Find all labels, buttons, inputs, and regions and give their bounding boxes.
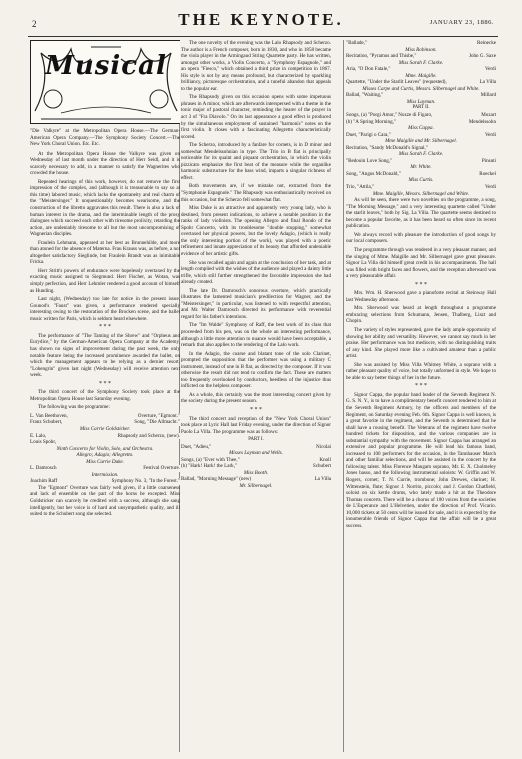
article-paragraph: Repeated hearings of this work, however, do not remove the first impression of the complex, and (although it is treasonable to say so at this time) labored music, which lacks the spontaneity and real charm of the "Meistersinger." It unquestionably becomes wearisome, and the construction of the libretto aggravates this result. There is also a lack of human interest in the drama, and the interminable length of the prosy dialogues which succeed each other with tiresome prolixity, retarding the action, are undeniably tiresome to all but the most uncompromising of Wagnerian disciples.	[30, 178, 180, 238]
page-number: 2	[32, 19, 37, 29]
programme-performer: Miss Sarah F. Clarke.	[398, 151, 444, 158]
programme-performer: Mme. Maigille.	[405, 72, 437, 79]
programme-performer: Ninth Concerto for Violin, Solo, and Orchestra.	[56, 445, 154, 452]
programme-item-title: Trio, "Attila,"	[346, 184, 375, 191]
programme-item	[346, 158, 496, 165]
article-paragraph: The programme through was rendered in a very pleasant manner, and the singing of Mme. Maigille and Mr. Silbernagel gave great pleasure. Signor La Villa did himself great credit in his accompaniments. The hall was filled with bright faces and flowers, and the reception afterward was a very pleasurable affair.	[346, 246, 496, 280]
musical-banner-illustration	[30, 40, 180, 124]
programme-item-title: Songs, (a) "Ever with Thee,"	[181, 456, 240, 463]
programme-list	[30, 413, 180, 485]
programme-item-title: Recitation, "Sandy McDonald's Signal,"	[346, 144, 428, 151]
programme-item-title: L. Van Beethoven,	[30, 412, 68, 419]
programme-list	[181, 444, 331, 490]
programme-item-title: Songs, (a) "Porgi Amor," Nozze di Figaro,	[346, 112, 433, 119]
programme-performer: Mme. Maigille, Messrs. Silbernagel and White.	[372, 190, 470, 197]
column-2	[181, 40, 331, 752]
programme-performer: Miss Sarah F. Clarke.	[398, 59, 444, 66]
programme-item-title: L. Damrosch	[30, 465, 57, 472]
programme-item-composer: Nicolai	[316, 443, 331, 450]
programme-performer: Allegro; Adagio; Allegretto.	[76, 452, 134, 459]
programme-item	[181, 476, 331, 483]
programme-performer: Miss Currie Duke.	[86, 458, 124, 465]
article-paragraph: Signor Cappa, the popular band leader of the Seventh Regiment N. G. S. N. Y., is to have a complimentary benefit concert tendered to him at the Seventh Regiment Armory, by the officers and members of the Regiment, on Saturday evening Feb. 6th. Signor Cappa is well known, is a great favorite in the regiment, and the Seventh is determined that he shall have a rousing benefit. The Veterans of the regiment have twelve hundred tickets for disposition, and the various companies are in substantial sympathy with the movement. Signor Cappa has arranged an extensive and popular programme. He will lead his famous band, increased to 100 performers for the occasion, in the Tannhauser March and other familiar selections, and will be assisted in the concert by the following talent. Miss Florence Mangam soprano, Mr. E. X. Cholmeley Jones basso, and the following instrumental soloists: W. Griffin and W. Rogers, cornet; T. N. Currie, trombone; John Drewes, clarinet; H. Wittenstein, flute; Signor J. Norrito, piccolo; and J. Gordon Chatfield, soloist on six kettle drums, who lately made a hit at the Theodore Thomas concerts. There will be a chorus of 100 voices from the societies de L'Esperance and L'Helvetien, under the direction of Prof. Vicario. 10,000 tickets at 50 cents will be issued for sale, and it is expected by the innumerable friends of Signor Cappa that the affair will be a great success.	[346, 391, 496, 529]
programme-item-composer: Verdi	[484, 184, 496, 191]
programme-item-composer: John G. Saxe	[468, 53, 496, 60]
programme-item	[30, 465, 180, 472]
article-paragraph: Miss Duke is an attractive and apparently very young lady, who is destined, from present indications, to achieve a notable position in the ranks of lady violinists. The opening Allegro and final Rondo of the Spohr Concerto, with its troublesome "double stopping," somewhat overtaxed her physical powers, but the lovely Adagio, (which is really the only interesting portion of the work), was played with a poetic refinement and innate appreciation of its beauty that afforded undeniable evidence of her artistic gifts.	[181, 205, 331, 257]
programme-performer: Miss Curtis.	[408, 177, 434, 184]
programme-item-composer: Mozart	[481, 112, 496, 119]
column-3	[346, 40, 496, 752]
programme-performer: Misses Layman and Wells.	[229, 450, 283, 457]
article-paragraph: Mrs. Wm. H. Sherwood gave a pianoforte recital at Steinway Hall last Wednesday afternoon.	[346, 290, 496, 303]
programme-item-title: Recitation, "Pyramus and Thisbe,"	[346, 53, 417, 60]
article-paragraph: The "Im Walde" Symphony of Raff, the best work of its class that proceeded from his pen, was on the whole an interesting performance, although a little more attention to nuance would have been acceptable, a remark that also applies to the rendering of the Lalo work.	[181, 322, 331, 349]
programme-performer: Misses Carpe and Curtis, Messrs. Silbernagel and White.	[362, 85, 480, 92]
article-paragraph: Herr Stritt's powers of endurance were hopelessly overtaxed by the exacting music assigned to Siegmund. Herr Fischer, as Wotan, was simply perfection, and Herr Lehmler rendered a good account of himself as Hunding.	[30, 267, 180, 294]
programme-item	[346, 132, 496, 139]
programme-list	[346, 40, 496, 197]
section-headline: "Die Valkyre" at the Metropolitan Opera House.—The German-American Opera Company.—The Symphony Society Concert.—The New York Choral Union. Etc. Etc.	[30, 128, 180, 148]
article-paragraph: The variety of styles represented, gave the lady ample opportunity of showing her ability and versatility. However, we cannot say much in her praise. Her performance was but mediocre, with no distinguishing traits of any kind. She played more like a cultivated amateur than a public artist.	[346, 326, 496, 360]
article-paragraph: The late Dr. Damrosch's sonorous overture, which practically illustrates the lamented musician's predilection for Wagner, and the "Meistersinger," in particular, was listened to with respectful attention, and Mr. Walter Damrosch directed its performance with reverential regard for his father's intentions.	[181, 287, 331, 320]
programme-performer: Mr. Silbernagel.	[239, 483, 273, 489]
article-paragraph: Last night, (Wednesday) too late for notice in the present issue, Gounod's "Faust" was given, a performance rendered specially interesting owing to the restoration of the Brocken scene, and the ballet music written for Paris, which is seldom heard elsewhere.	[30, 296, 180, 322]
programme-item-title: Joachim Raff	[30, 478, 58, 485]
programme-performer: Miss Robinson.	[405, 46, 437, 53]
page-header	[0, 10, 522, 36]
section-separator: * * *	[250, 406, 262, 413]
programme-item-composer: La Villa	[314, 476, 331, 483]
programme-item-title: Aria, "O Don Fatale,"	[346, 66, 391, 73]
programme-item-composer: Knoll	[319, 456, 331, 463]
article-paragraph: The Rhapsody given on this occasion opens with some impetuous phrases in A minor, which are afterwards interspersed with a theme in the tonic major of pastoral character, reminding the hearer of the prayer in act 3 of "Fra Diavolo." On its last appearance a good effect is produced by the simultaneous employment of sustained "harmonic" notes on the first violin. It closes with a fascinating Allegretto characteristically scored.	[181, 94, 331, 140]
article-paragraph: Mrs. Sherwood was heard at length throughout a programme embracing selections from Schumann, Jensen, Thalberg, Liszt and Chopin.	[346, 305, 496, 325]
programme-item	[346, 79, 496, 86]
programme-item-composer: Millard	[480, 92, 496, 99]
programme-part-heading: PART II.	[412, 105, 430, 111]
programme-item	[346, 40, 496, 47]
programme-item-composer: Song, "Die Allmacht."	[134, 419, 180, 426]
article-paragraph: The one novelty of the evening was the Lalo Rhapsody and Scherzo. The author is a French composer, born in 1830, and who in 1858 became the viola player in the Armingaud String Quartette party. He has written, amongst other works, a Violin Concerto, a "Symphony Espagnole," and an opera "Fiesco," which obtained a third prize in competition in 1867. His style is not by any means profound, but characterized by sparkling brilliancy, picturesque orchestration, and a tuneful abandon that appeals to the popular ear.	[181, 40, 331, 92]
programme-item-title: Quartette, "Under the Starlit Leaves" (requested),	[346, 79, 447, 86]
programme-item-title: E. Lalo,	[30, 432, 47, 439]
article-paragraph: As a whole, this certainly was the most interesting concert given by the society during the present season.	[181, 391, 331, 405]
programme-item-title: Duet, "Adieu,"	[181, 443, 212, 450]
programme-item	[346, 66, 496, 73]
masthead-title: THE KEYNOTE.	[178, 10, 344, 29]
article-paragraph: The third concert of the Symphony Society took place at the Metropolitan Opera House last Saturday evening.	[30, 389, 180, 402]
section-separator: * * *	[415, 281, 427, 288]
programme-performer: Mme Maigille and Mr. Silbernagel.	[385, 138, 457, 145]
programme-item-title: Franz Schubert,	[30, 419, 63, 426]
programme-item-composer: Festival Overture.	[143, 465, 180, 472]
article-paragraph: The "Egmont" Overture was fairly well given, if a little coarseness and lack of ensemble on the part of the horns be excepted. Miss Goldsticker can scarcely be credited with a success, although she sang intelligently, but her voice is of hard and unsympathetic quality, and ill suited to the Schubert song she selected.	[30, 484, 180, 518]
section-separator: * * *	[99, 324, 111, 331]
programme-performer: Miss Carrie Goldsticker.	[79, 425, 131, 432]
programme-performer: Intermission.	[91, 471, 119, 478]
banner-title: Musical	[45, 51, 167, 81]
programme-item-title: Duet, "Parigi o Cara,"	[346, 131, 391, 138]
article-paragraph: She was assisted by Miss Villa Whitney White, a soprano with a rather pleasant quality of voice, but totally unformed in style. We hope to be able to say better things of her in the future.	[346, 361, 496, 381]
programme-item	[181, 444, 331, 451]
section-separator: * * *	[99, 380, 111, 387]
programme-item-title: Song, "Angus McDonald,"	[346, 170, 401, 177]
programme-item-title: (b) "Hark! Hark! the Lark,"	[181, 463, 238, 470]
programme-item-title: "Ballade,"	[346, 40, 367, 46]
programme-item-composer: Reinecke	[477, 40, 496, 46]
programme-item-composer: Verdi	[484, 131, 496, 138]
programme-performer: Miss Booth.	[243, 469, 269, 476]
programme-item-composer: Rhapsody and Scherzo, (new).	[117, 432, 180, 439]
programme-item	[346, 145, 496, 152]
programme-item	[30, 478, 180, 485]
programme-item	[346, 53, 496, 60]
article-paragraph: We always record with pleasure the introduction of good songs by our local composers.	[346, 231, 496, 245]
article-paragraph: She was recalled again and again at the conclusion of her task, and at length complied with the wishes of the audience and played a dainty little trifle, which still further strengthened the favorable impression she had already created.	[181, 259, 331, 286]
article-paragraph: As will be seen, there were two novelties on the programme, a song, "The Morning Message," and a very interesting quartette called "Under the starlit leaves," both by Sig. La Villa. The quartette seems destined to become a popular favorite, as it has been heard so often since its recent publication.	[346, 197, 496, 230]
programme-item	[346, 119, 496, 126]
article-paragraph: The Scherzo, introduced by a fanfare for cornets, is in D minor and somewhat Mendelssohnian in type. The Trio in B flat is principally noticeable for its quaint and piquant orchestration, in which the violin pizzicato emphasize the first beat of the measure while the organlike harmonic substructure for the bass wind, imparts a singular richness of effect.	[181, 142, 331, 181]
column-divider	[343, 40, 344, 752]
issue-date: JANUARY 23, 1886.	[429, 19, 494, 26]
programme-item-composer: Overture, "Egmont."	[137, 412, 180, 419]
programme-item-title: (b) "A Spring Morning,"	[346, 118, 397, 125]
article-paragraph: The third concert and reception of the "New York Choral Union" took place at Lyric Hall last Friday evening, under the direction of Signor Paolo La Villa. The programme was as follows:	[181, 415, 331, 435]
programme-item-title: Louis Spohr,	[30, 439, 57, 446]
programme-item	[346, 92, 496, 99]
programme-item-composer: Symphony No. 3, "In the Forest."	[111, 478, 180, 485]
programme-item-composer: Verdi	[484, 66, 496, 73]
programme-item-composer: La Villa	[479, 79, 496, 86]
article-paragraph: The performance of "The Taming of the Shrew" and "Orpheus and Eurydice," by the German-American Opera Company at the Academy, has shown no signs of improvement during the past week, the only notable feature being the increased prominence awarded the ballet, on which the management appears to be relying as a dernier resort. "Lohengrin" given last night (Wednesday) will receive attention next week.	[30, 332, 180, 379]
column-1	[30, 40, 180, 752]
programme-item	[30, 439, 180, 446]
programme-item	[30, 419, 180, 426]
programme-item-title: Ballad, "Waiting,"	[346, 92, 384, 99]
programme-performer: Miss Layman.	[406, 98, 436, 105]
programme-item	[346, 171, 496, 178]
section-separator: * * *	[415, 383, 427, 390]
programme-item-composer: Schubert	[312, 463, 331, 470]
programme-performer: Miss Cappa.	[408, 125, 434, 132]
programme-item-title: "Bedouin Love Song,"	[346, 157, 393, 164]
article-paragraph: At the Metropolitan Opera House the Valkyre was given on Wednesday of last month under the direction of Herr Seidl, and it is scarcely necessary to add, in a manner to satisfy the Wagnerites who crowded the house.	[30, 150, 180, 177]
header-rule	[28, 36, 498, 37]
article-paragraph: The following was the programme:	[38, 404, 110, 411]
programme-part-heading: PART I.	[248, 437, 264, 443]
programme-item-title: Ballad, "Morning Message" (new)	[181, 476, 252, 483]
programme-item	[181, 463, 331, 470]
programme-item-composer: Roeckel	[479, 170, 496, 177]
programme-item-composer: Mendelssohn	[468, 118, 496, 125]
programme-item	[346, 184, 496, 191]
article-paragraph: Fraulein Lehmann, appeared at her best as Brunnehilde, and more than atoned for the absence of Materna. Frau Krauss was, as before, a not altogether satisfactory Sieglinde, but Fraulein Brandt was as inimitable Fricka.	[30, 239, 180, 266]
programme-performer: Mr. White.	[410, 164, 432, 171]
programme-item-composer: Pinsuti	[481, 157, 496, 164]
article-paragraph: In the Adagio, the coarse and blatant tone of the solo Clarinet, prompted the supposition that the performer was using a military C instrument, instead of one in B flat, as directed by the composer. If it was otherwise the result did not tend to confirm the fact. These are matters too frequently overlooked by conductors, heedless of the injustice thus inflicted on the helpless composer.	[181, 350, 331, 390]
article-paragraph: Both movements are, if we mistake not, extracted from the "Symphonie Espagnole." The Rhapsody was enthusiastically received on this occasion, but the Scherzo fell somewhat flat.	[181, 183, 331, 203]
